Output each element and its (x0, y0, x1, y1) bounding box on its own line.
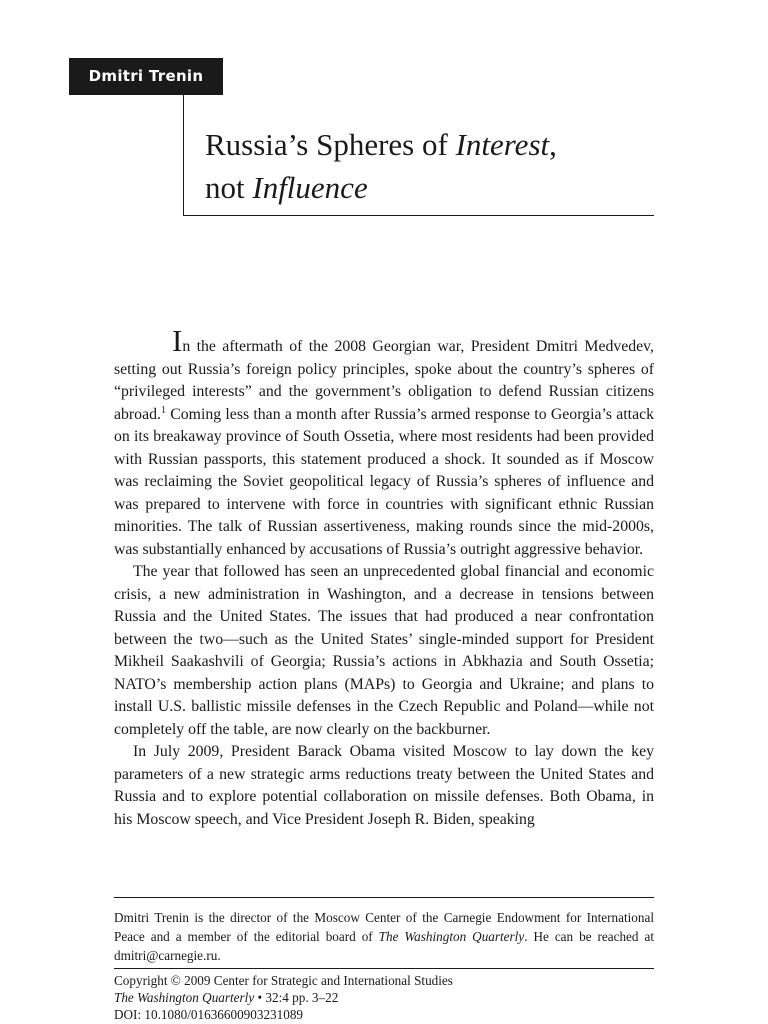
bio-text-b: . He can be reached at dmitri@carnegie.ru. (114, 929, 654, 963)
title-box (183, 95, 654, 216)
paragraph-2: The year that followed has seen an unprecedented global financial and economic crisis, a new administration in Washington, and a decrease in tensions between Russia and the United States. The issues that had produced a near confrontation between the two—such as the United States’ single-minded support for President Mikheil Saakashvili of Georgia; Russia’s actions in Abkhazia and South Ossetia; NATO’s membership action plans (MAPs) to Georgia and Ukraine; and plans to install U.S. ballistic missile defenses in the Czech Republic and Poland—while not completely off the table, are now clearly on the backburner. (114, 563, 654, 738)
title-line1-italic: Interest (455, 127, 550, 162)
journal-issue: • 32:4 pp. 3–22 (254, 990, 339, 1005)
paragraph-1 (114, 323, 654, 561)
doi-line: DOI: 10.1080/01636600903231089 (114, 1007, 304, 1022)
bio-journal: The Washington Quarterly (378, 929, 525, 944)
paragraph-3: In July 2009, President Barack Obama visited Moscow to lay down the key parameters of a new strategic arms reductions treaty between the United States and Russia and to explore potential collaboration on missile defenses. Both Obama, in his Moscow speech, and Vice President Joseph R. Biden, speaking (114, 743, 654, 828)
author-tab: Dmitri Trenin (69, 58, 223, 95)
footnote-divider (114, 897, 654, 898)
journal-line (114, 989, 654, 1006)
bio-text-a: Dmitri Trenin is the director of the Moscow Center of the Carnegie Endowment for International Peace and a member of the editorial board of (114, 910, 654, 944)
paragraph-1-text-a: n the aftermath of the 2008 Georgian war, President Dmitri Medvedev, setting out Russia’s foreign policy principles, spoke about the country’s spheres of “privileged interests” and the government’s obligation to defend Russian citizens abroad. (114, 338, 654, 423)
footnote-ref: 1 (160, 404, 166, 416)
drop-cap: I (172, 323, 183, 358)
copyright-block (114, 972, 654, 1023)
paragraph-1-text-b: Coming less than a month after Russia’s armed response to Georgia’s attack on its breakaway province of South Ossetia, where most residents had been provided with Russian passports, this statement produced a shock. It sounded as if Moscow was reclaiming the Soviet geopolitical legacy of Russia’s spheres of influence and was prepared to intervene with force in countries with significant ethnic Russian minorities. The talk of Russian assertiveness, making rounds since the mid-2000s, was substantially enhanced by accusations of Russia’s outright aggressive behavior. (114, 405, 654, 558)
journal-name: The Washington Quarterly (114, 990, 255, 1005)
title-line2-italic: Influence (252, 170, 368, 205)
copyright-line: Copyright © 2009 Center for Strategic and International Studies (114, 973, 453, 988)
title-line1-plain: Russia’s Spheres of (205, 127, 456, 162)
title-line2-plain: not (205, 170, 253, 205)
title-line1-tail: , (549, 127, 557, 162)
copyright-divider (114, 968, 654, 969)
article-body (114, 323, 654, 831)
author-bio (114, 908, 654, 965)
article-title (205, 123, 557, 209)
